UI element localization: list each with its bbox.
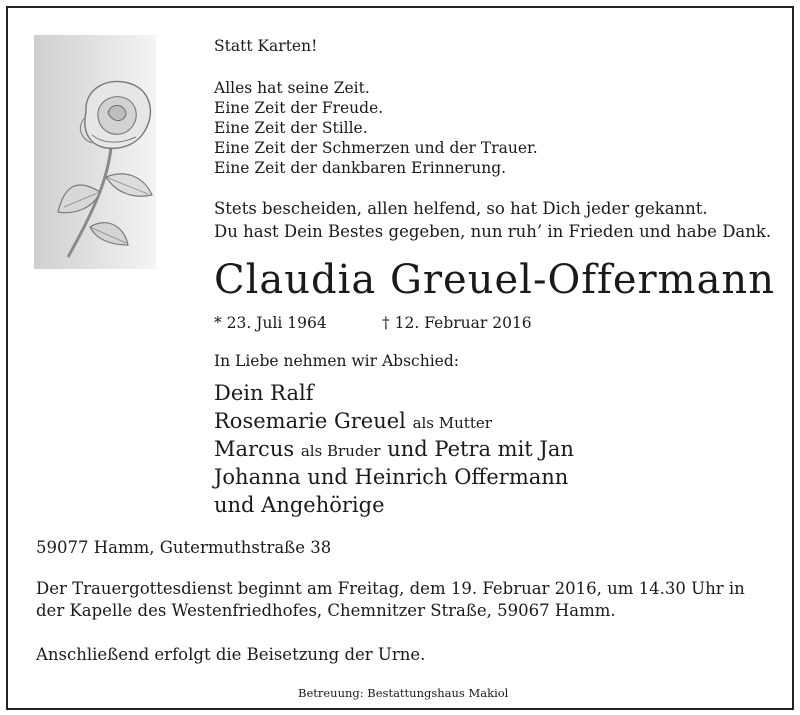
rose-image-panel: [34, 35, 156, 269]
mourner-line: [214, 437, 574, 461]
mourner-role: als Bruder: [300, 442, 381, 460]
birth-date: * 23. Juli 1964: [214, 314, 327, 332]
mourners-intro: In Liebe nehmen wir Abschied:: [214, 352, 459, 370]
mourner-line: Johanna und Heinrich Offermann: [214, 465, 569, 489]
funeral-home-credit: Betreuung: Bestattungshaus Makiol: [298, 686, 509, 700]
mourner-role: als Mutter: [412, 414, 492, 432]
deceased-name: Claudia Greuel-Offermann: [214, 257, 775, 303]
mourner-name: Rosemarie Greuel: [214, 409, 406, 433]
poem-line: Alles hat seine Zeit.: [214, 79, 370, 97]
poem-line: Eine Zeit der Stille.: [214, 119, 368, 137]
address: 59077 Hamm, Gutermuthstraße 38: [36, 538, 332, 557]
tribute-line: Stets bescheiden, allen helfend, so hat Dich jeder gekannt.: [214, 199, 708, 218]
tribute-line: Du hast Dein Bestes gegeben, nun ruh’ in Frieden und habe Dank.: [214, 222, 772, 241]
poem-line: Eine Zeit der dankbaren Erinnerung.: [214, 159, 507, 177]
mourner-line: [214, 409, 492, 433]
mourner-line: und Angehörige: [214, 493, 385, 517]
service-line: der Kapelle des Westenfriedhofes, Chemnitzer Straße, 59067 Hamm.: [36, 601, 616, 620]
mourner-name: und Petra mit Jan: [387, 437, 574, 461]
poem-line: Eine Zeit der Freude.: [214, 99, 384, 117]
mourner-line: Dein Ralf: [214, 381, 314, 405]
poem-line: Eine Zeit der Schmerzen und der Trauer.: [214, 139, 538, 157]
burial-notice: Anschließend erfolgt die Beisetzung der Urne.: [36, 645, 426, 664]
statt-karten-heading: Statt Karten!: [214, 37, 318, 55]
service-line: Der Trauergottesdienst beginnt am Freitag, dem 19. Februar 2016, um 14.30 Uhr in: [36, 579, 745, 598]
mourner-name: Marcus: [214, 437, 295, 461]
rose-icon: [56, 77, 166, 267]
death-date: † 12. Februar 2016: [382, 314, 532, 332]
